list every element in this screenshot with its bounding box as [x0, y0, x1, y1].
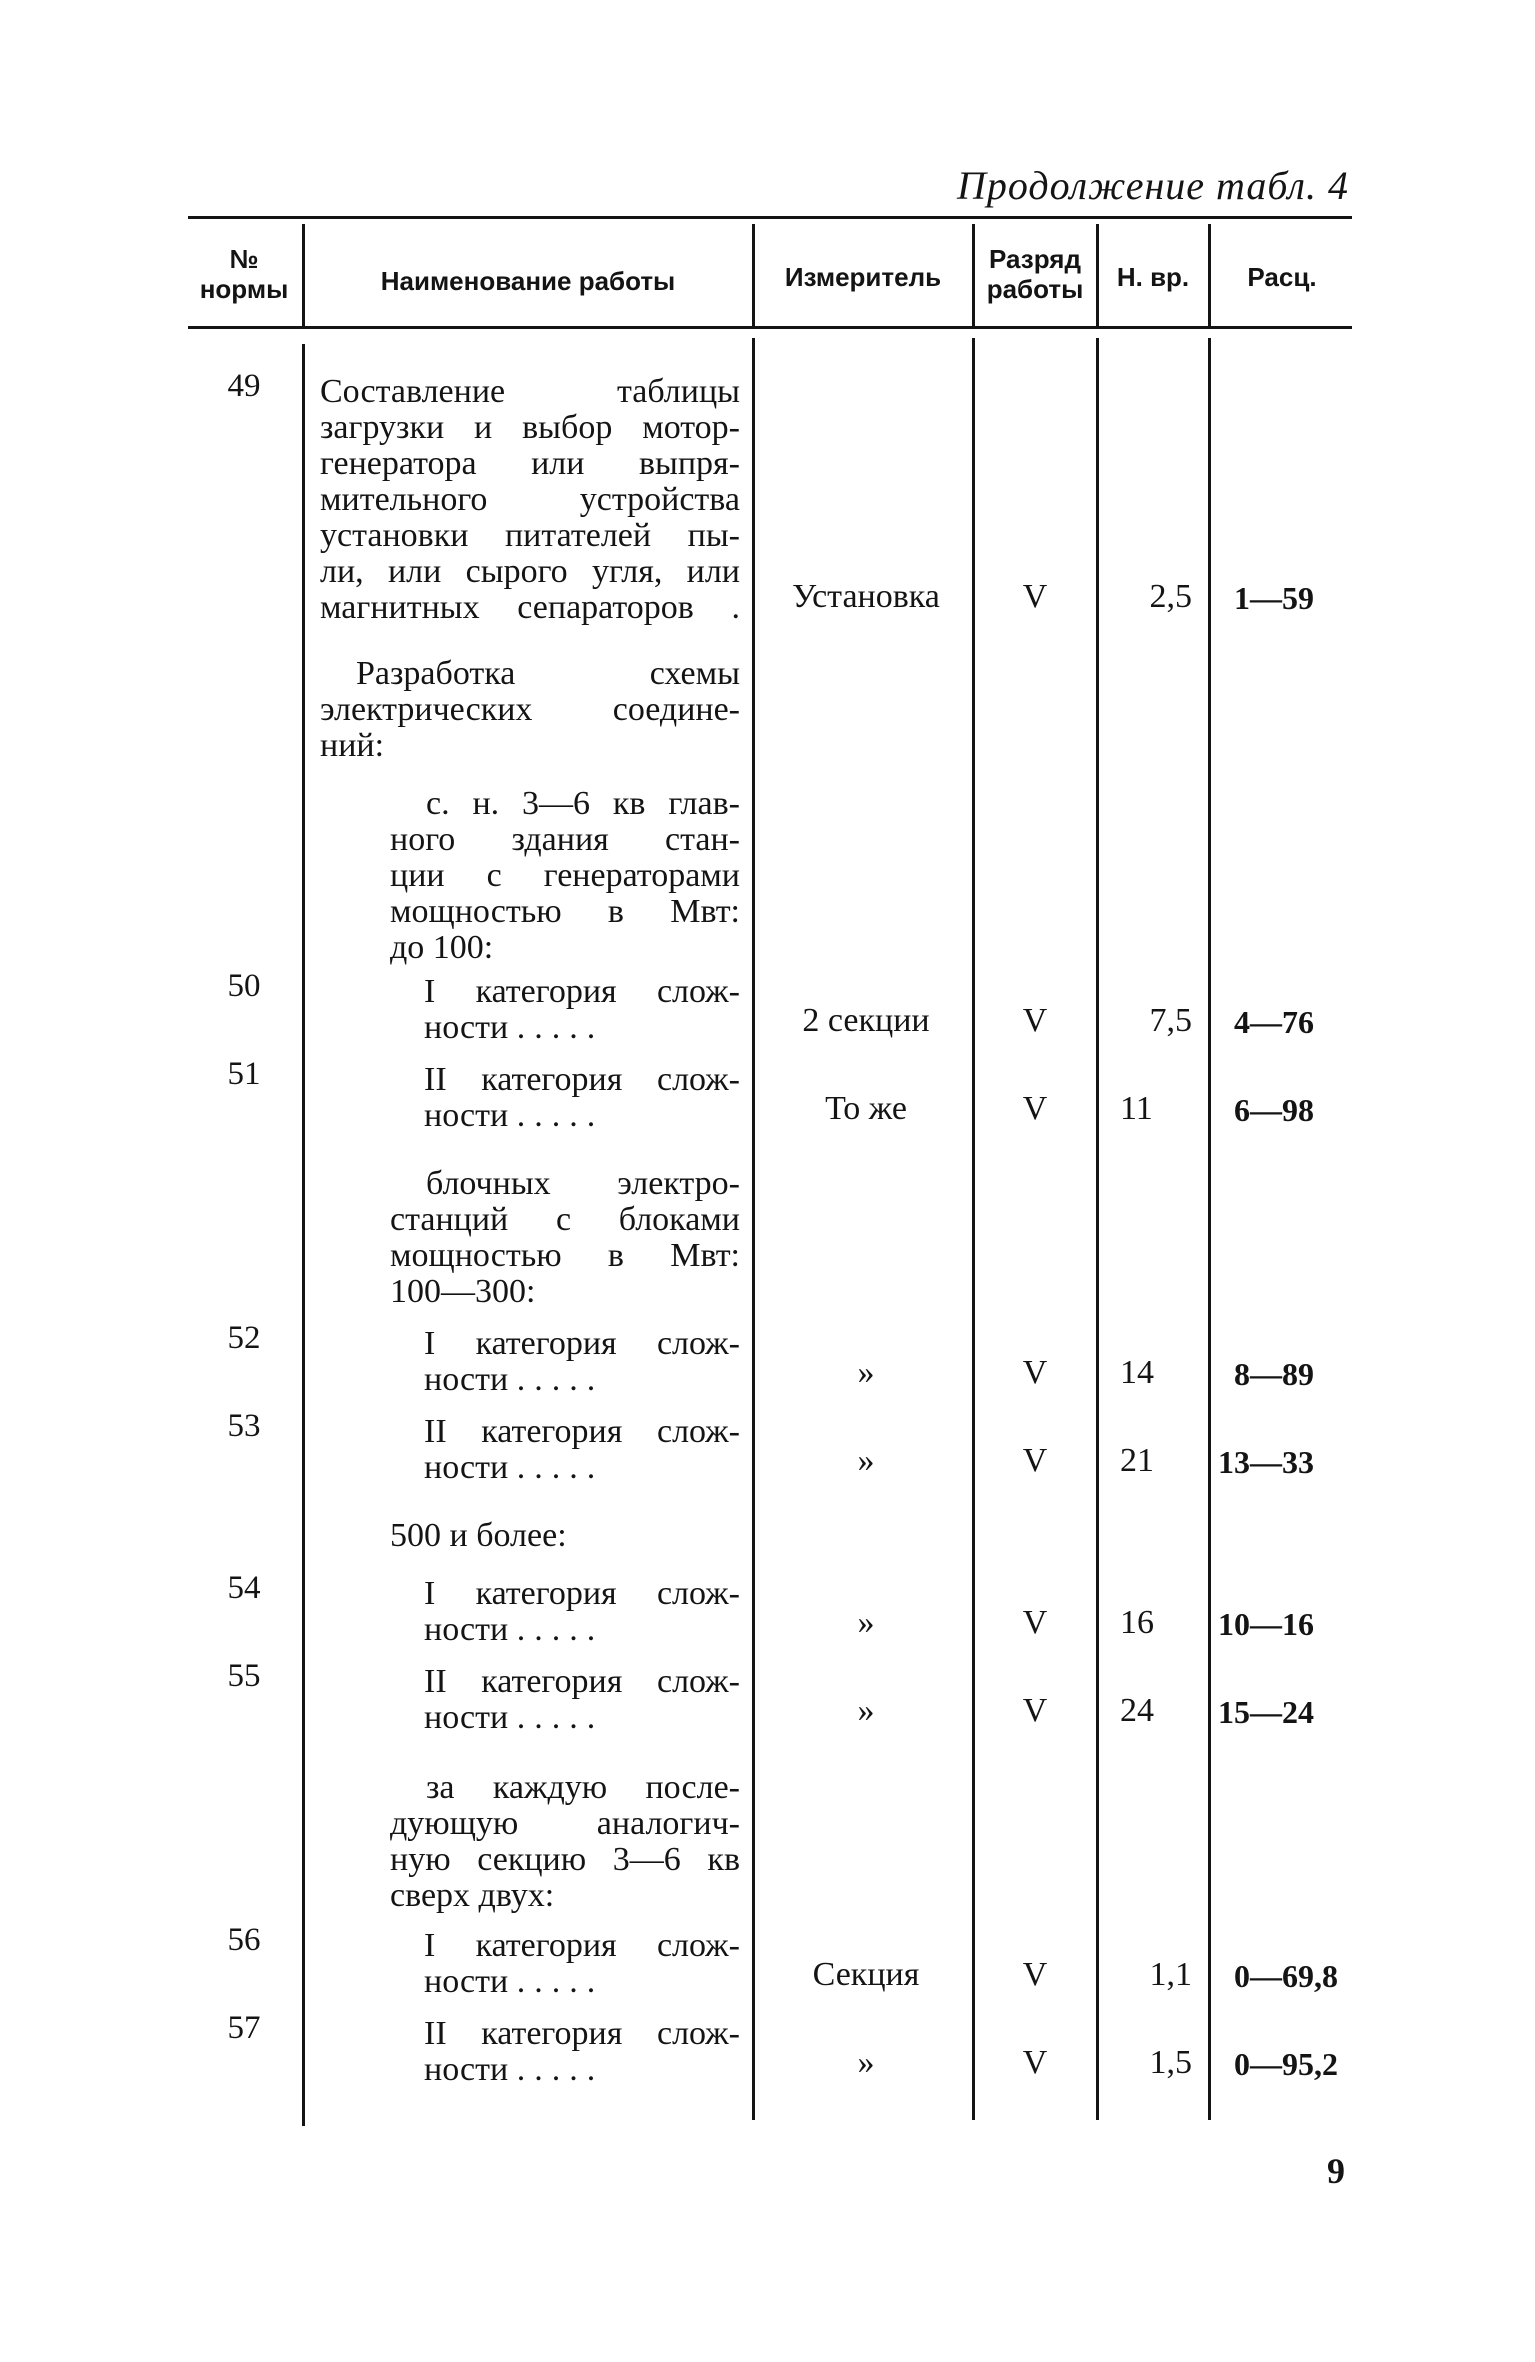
- table-top-rule: [188, 216, 1352, 219]
- time-cell: 1,5: [1149, 2044, 1192, 2081]
- text-line: мительного устройства: [320, 481, 740, 518]
- text-line: генератора или выпря-: [320, 445, 740, 482]
- work-description-49: [320, 374, 740, 626]
- text-line: ного здания стан-: [390, 821, 740, 858]
- time-cell: 2,5: [1149, 578, 1192, 615]
- section-heading-razrabotka: [320, 656, 740, 764]
- text-line: I категория слож-: [424, 1325, 740, 1362]
- work-description-54: [424, 1576, 740, 1648]
- grade-cell: V: [1022, 1604, 1048, 1641]
- row-number: 53: [227, 1408, 261, 1444]
- nosti-text: ности: [424, 1611, 509, 1648]
- text-line: с. н. 3—6 кв глав-: [426, 785, 740, 822]
- work-description-53: [424, 1414, 740, 1486]
- header-unit: Измеритель: [784, 262, 942, 292]
- work-description-52: [424, 1326, 740, 1398]
- text-line: до 100:: [390, 929, 494, 966]
- row-number: 56: [227, 1922, 261, 1958]
- text-line: [424, 1612, 740, 1648]
- subsection-blochnyh: [390, 1166, 740, 1310]
- text-line: загрузки и выбор мотор-: [320, 409, 740, 446]
- rate-cell: 13—33: [1218, 1444, 1314, 1480]
- rate-cell: 8—89: [1234, 1356, 1314, 1392]
- grade-cell: V: [1022, 1090, 1048, 1127]
- unit-cell: Установка: [792, 578, 940, 615]
- text-line: 100—300:: [390, 1273, 536, 1310]
- time-cell: 21: [1120, 1442, 1154, 1479]
- text-line: [424, 1098, 740, 1134]
- text-line: магнитных сепараторов .: [320, 589, 740, 626]
- text-line: [424, 1450, 740, 1486]
- text-line: за каждую после-: [426, 1769, 740, 1806]
- leader-dots: .....: [516, 1611, 605, 1648]
- header-grade-line1: Разряд: [989, 244, 1081, 274]
- text-line: мощностью в Мвт:: [390, 1237, 740, 1274]
- column-divider-5: [1208, 224, 1211, 328]
- rate-cell: 1—59: [1234, 580, 1314, 616]
- nosti-text: ности: [424, 1361, 509, 1398]
- leader-dots: .....: [516, 1009, 605, 1046]
- grade-cell: V: [1022, 1354, 1048, 1391]
- unit-cell: »: [857, 1354, 875, 1391]
- unit-cell: »: [857, 2044, 875, 2081]
- text-line: ли, или сырого угля, или: [320, 553, 740, 590]
- nosti-text: ности: [424, 1963, 509, 2000]
- time-cell: 14: [1120, 1354, 1154, 1391]
- header-name: Наименование работы: [380, 266, 676, 296]
- column-divider-2: [752, 224, 755, 328]
- header-num-label: нормы: [199, 274, 289, 304]
- unit-cell: То же: [825, 1090, 907, 1127]
- text-line: 500 и более:: [390, 1517, 567, 1554]
- work-description-50: [424, 974, 740, 1046]
- unit-cell: 2 секции: [802, 1002, 930, 1039]
- subsection-500: [390, 1518, 740, 1554]
- time-cell: 16: [1120, 1604, 1154, 1641]
- subsection-kazhduyu: [390, 1770, 740, 1914]
- text-line: II категория слож-: [424, 1663, 740, 1700]
- rate-cell: 4—76: [1234, 1004, 1314, 1040]
- rate-cell: 6—98: [1234, 1092, 1314, 1128]
- text-line: [424, 1010, 740, 1046]
- unit-cell: »: [857, 1604, 875, 1641]
- table-caption: Продолжение табл. 4: [956, 163, 1349, 208]
- text-line: II категория слож-: [424, 1413, 740, 1450]
- header-grade: [976, 244, 1094, 304]
- grade-cell: V: [1022, 578, 1048, 615]
- nosti-text: ности: [424, 2051, 509, 2088]
- time-cell: 1,1: [1149, 1956, 1192, 1993]
- text-line: сверх двух:: [390, 1877, 555, 1914]
- grade-cell: V: [1022, 1692, 1048, 1729]
- text-line: [424, 2052, 740, 2088]
- header-rate: Расц.: [1247, 262, 1317, 292]
- leader-dots: .....: [516, 1699, 605, 1736]
- header-grade-line2: работы: [986, 274, 1084, 304]
- text-line: блочных электро-: [426, 1165, 740, 1202]
- work-description-55: [424, 1664, 740, 1736]
- text-line: [424, 1700, 740, 1736]
- grade-cell: V: [1022, 1002, 1048, 1039]
- text-line: Разработка схемы: [356, 655, 740, 692]
- text-line: станций с блоками: [390, 1201, 740, 1238]
- row-number: 55: [227, 1658, 261, 1694]
- work-description-56: [424, 1928, 740, 2000]
- column-divider-1: [302, 224, 305, 328]
- column-divider-4-body: [1096, 338, 1099, 2120]
- leader-dots: .....: [516, 1449, 605, 1486]
- column-divider-3: [972, 224, 975, 328]
- rate-cell: 15—24: [1218, 1694, 1314, 1730]
- text-line: I категория слож-: [424, 1927, 740, 1964]
- rate-cell: 10—16: [1218, 1606, 1314, 1642]
- leader-dots: .....: [516, 1963, 605, 2000]
- text-line: I категория слож-: [424, 973, 740, 1010]
- rate-cell: 0—69,8: [1234, 1958, 1338, 1994]
- column-divider-4: [1096, 224, 1099, 328]
- text-line: дующую аналогич-: [390, 1805, 740, 1842]
- work-description-57: [424, 2016, 740, 2088]
- text-line: [424, 1362, 740, 1398]
- rate-cell: 0—95,2: [1234, 2046, 1338, 2082]
- nosti-text: ности: [424, 1097, 509, 1134]
- time-cell: 11: [1120, 1090, 1153, 1127]
- nosti-text: ности: [424, 1449, 509, 1486]
- nosti-text: ности: [424, 1009, 509, 1046]
- header-time: Н. вр.: [1116, 262, 1190, 292]
- text-line: электрических соедине-: [320, 691, 740, 728]
- page-number: 9: [1327, 2151, 1345, 2191]
- text-line: установки питателей пы-: [320, 517, 740, 554]
- row-number: 52: [227, 1320, 261, 1356]
- unit-cell: »: [857, 1692, 875, 1729]
- column-divider-5-body: [1208, 338, 1211, 2120]
- leader-dots: .....: [516, 1361, 605, 1398]
- grade-cell: V: [1022, 1956, 1048, 1993]
- text-line: II категория слож-: [424, 1061, 740, 1098]
- header-num: [188, 244, 300, 304]
- text-line: мощностью в Мвт:: [390, 893, 740, 930]
- row-number: 51: [227, 1056, 261, 1092]
- time-cell: 7,5: [1149, 1002, 1192, 1039]
- column-divider-1-body: [302, 344, 305, 2126]
- grade-cell: V: [1022, 1442, 1048, 1479]
- row-number: 50: [227, 968, 261, 1004]
- row-number: 57: [227, 2010, 261, 2046]
- unit-cell: Секция: [812, 1956, 920, 1993]
- nosti-text: ности: [424, 1699, 509, 1736]
- leader-dots: .....: [516, 1097, 605, 1134]
- unit-cell: »: [857, 1442, 875, 1479]
- text-line: ную секцию 3—6 кв: [390, 1841, 740, 1878]
- text-line: Составление таблицы: [320, 373, 740, 410]
- text-line: I категория слож-: [424, 1575, 740, 1612]
- text-line: [424, 1964, 740, 2000]
- row-number: 54: [227, 1570, 261, 1606]
- column-divider-2-body: [752, 338, 755, 2120]
- leader-dots: .....: [516, 2051, 605, 2088]
- grade-cell: V: [1022, 2044, 1048, 2081]
- subsection-sn: [390, 786, 740, 966]
- header-bottom-rule: [188, 326, 1352, 329]
- text-line: II категория слож-: [424, 2015, 740, 2052]
- work-description-51: [424, 1062, 740, 1134]
- text-line: ний:: [320, 727, 385, 764]
- text-line: ции с генераторами: [390, 857, 740, 894]
- header-num-symbol: №: [229, 244, 259, 274]
- column-divider-3-body: [972, 338, 975, 2120]
- row-number: 49: [227, 368, 261, 404]
- time-cell: 24: [1120, 1692, 1154, 1729]
